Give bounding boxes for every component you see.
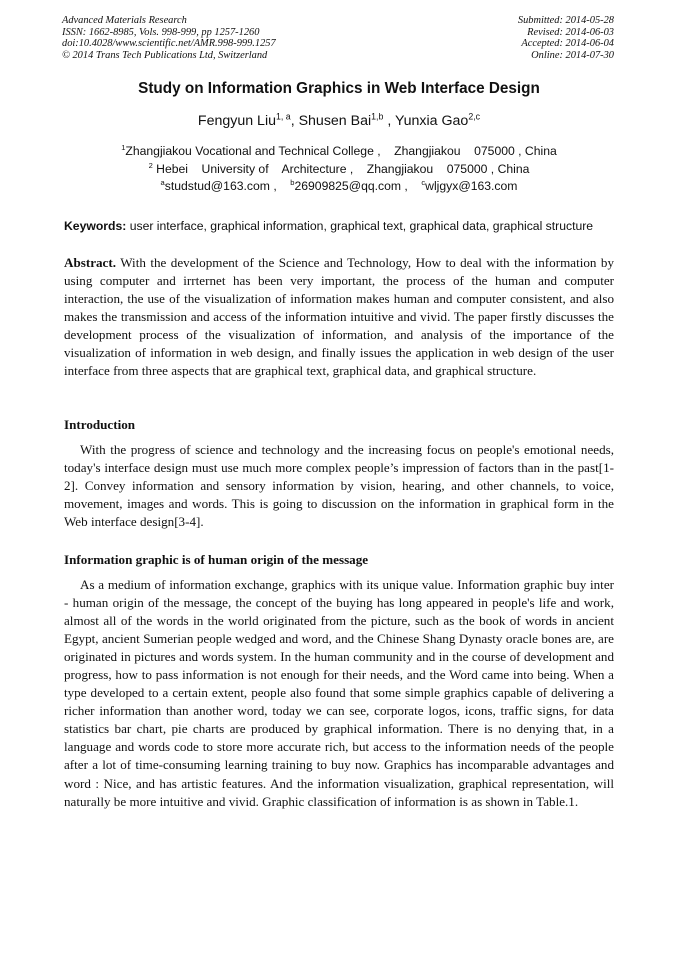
section-heading-introduction: Introduction	[64, 417, 136, 432]
email-mark: c	[421, 177, 426, 187]
date-accepted: Accepted: 2014-06-04	[521, 38, 614, 50]
email-address[interactable]: studstud@163.com	[164, 179, 270, 193]
abstract-label: Abstract.	[64, 255, 116, 270]
affiliation-mark: 1	[121, 142, 126, 152]
introduction-paragraph: With the progress of science and technology and the increasing focus on people's emotional needs, today's interface design must use much more complex people’s impression of factors than in the past[1-2]. Convey information and sensory information by vision, hearing, and other channels, to voice, movement, images and words. This is going to discussion on the information in graphical form in the Web interface design[3-4].	[64, 442, 614, 530]
author-name: Fengyun Liu	[197, 113, 276, 129]
email-mark: b	[290, 177, 295, 187]
journal-name: Advanced Materials Research	[62, 15, 187, 26]
email-address[interactable]: 26909825@qq.com	[294, 179, 402, 193]
keywords-label: Keywords:	[64, 219, 127, 233]
abstract-paragraph	[64, 254, 614, 380]
date-submitted: Submitted: 2014-05-28	[517, 15, 614, 26]
date-online: Online: 2014-07-30	[531, 49, 614, 61]
affiliation-2	[0, 162, 678, 176]
author-list	[0, 113, 678, 129]
paper-title: Study on Information Graphics in Web Interface Design	[138, 80, 540, 97]
author-name: Shusen Bai	[298, 113, 372, 129]
keywords-text: user interface, graphical information, graphical text, graphical data, graphical structure	[126, 219, 594, 233]
email-separator: ,	[269, 179, 291, 193]
affiliation-mark: 2	[148, 160, 153, 170]
journal-copyright: © 2014 Trans Tech Publications Ltd, Switzerland	[62, 49, 268, 61]
abstract-text: With the development of the Science and Technology, How to deal with the information by using computer and irrternet has been very important, the process of the human and computer interaction, the use of the visualization of information makes human and computer consistent, and also makes the transmission and access of the information intuitive and vivid. The paper firstly discusses the development process of the visualization of information, and analysis of the importance of the visualization of information in web design, and finally issues the application in web design of the user interface from three aspects that are graphical text, graphical data, and graphical structure.	[64, 255, 614, 379]
author-name: Yunxia Gao	[394, 113, 469, 129]
author-affiliation-mark: 1, a	[276, 111, 291, 122]
section-heading-information-graphic: Information graphic is of human origin of the message	[64, 552, 369, 567]
email-mark: a	[160, 177, 165, 187]
email-list	[0, 179, 678, 193]
email-address[interactable]: wljgyx@163.com	[425, 179, 518, 193]
publication-dates	[518, 15, 614, 61]
author-affiliation-mark: 2,c	[468, 111, 481, 122]
affiliation-text: Hebei University of Architecture , Zhangjiakou 075000 , China	[152, 162, 530, 176]
author-separator: ,	[290, 113, 299, 129]
journal-info	[62, 15, 276, 61]
affiliation-1	[0, 144, 678, 158]
date-revised: Revised: 2014-06-03	[527, 26, 614, 38]
affiliation-text: Zhangjiakou Vocational and Technical College , Zhangjiakou 075000 , China	[125, 144, 557, 158]
author-affiliation-mark: 1,b	[371, 111, 384, 122]
journal-doi: doi:10.4028/www.scientific.net/AMR.998-999.1257	[62, 38, 276, 50]
information-graphic-paragraph: As a medium of information exchange, graphics with its unique value. Information graphic buy inter - human origin of the message, the concept of the buying has long appeared in people's life and work, almost all of the words in the world originated from the picture, such as the book of words in ancient Egypt, ancient Sumerian people wedged and word, and the Chinese Shang Dynasty oracle bones are, are originated in pictures and words system. In the human community and in the course of development and progress, how to pass information is not enough for their needs, and the Word came into being. When a type developed to a certain extent, people also found that some simple graphics capable of delivering a richer information than another word, today we can see, corporate logos, icons, traffic signs, for data statistics bar chart, pie charts are produced by graphical information. There is no denying that, in a language and words code to store more accurate rich, but access to the information needs of the people after a lot of time-consuming learning training to buy now. Graphics has incomparable advantages and word : Nice, and has artistic features. And the information visualization, graphical representation, will naturally be more intuitive and vivid. Graphic classification of information is as shown in Table.1.	[64, 577, 614, 809]
email-separator: ,	[401, 179, 422, 193]
author-separator: ,	[383, 113, 395, 129]
journal-issn: ISSN: 1662-8985, Vols. 998-999, pp 1257-1260	[62, 26, 260, 38]
keywords-line	[64, 219, 593, 233]
